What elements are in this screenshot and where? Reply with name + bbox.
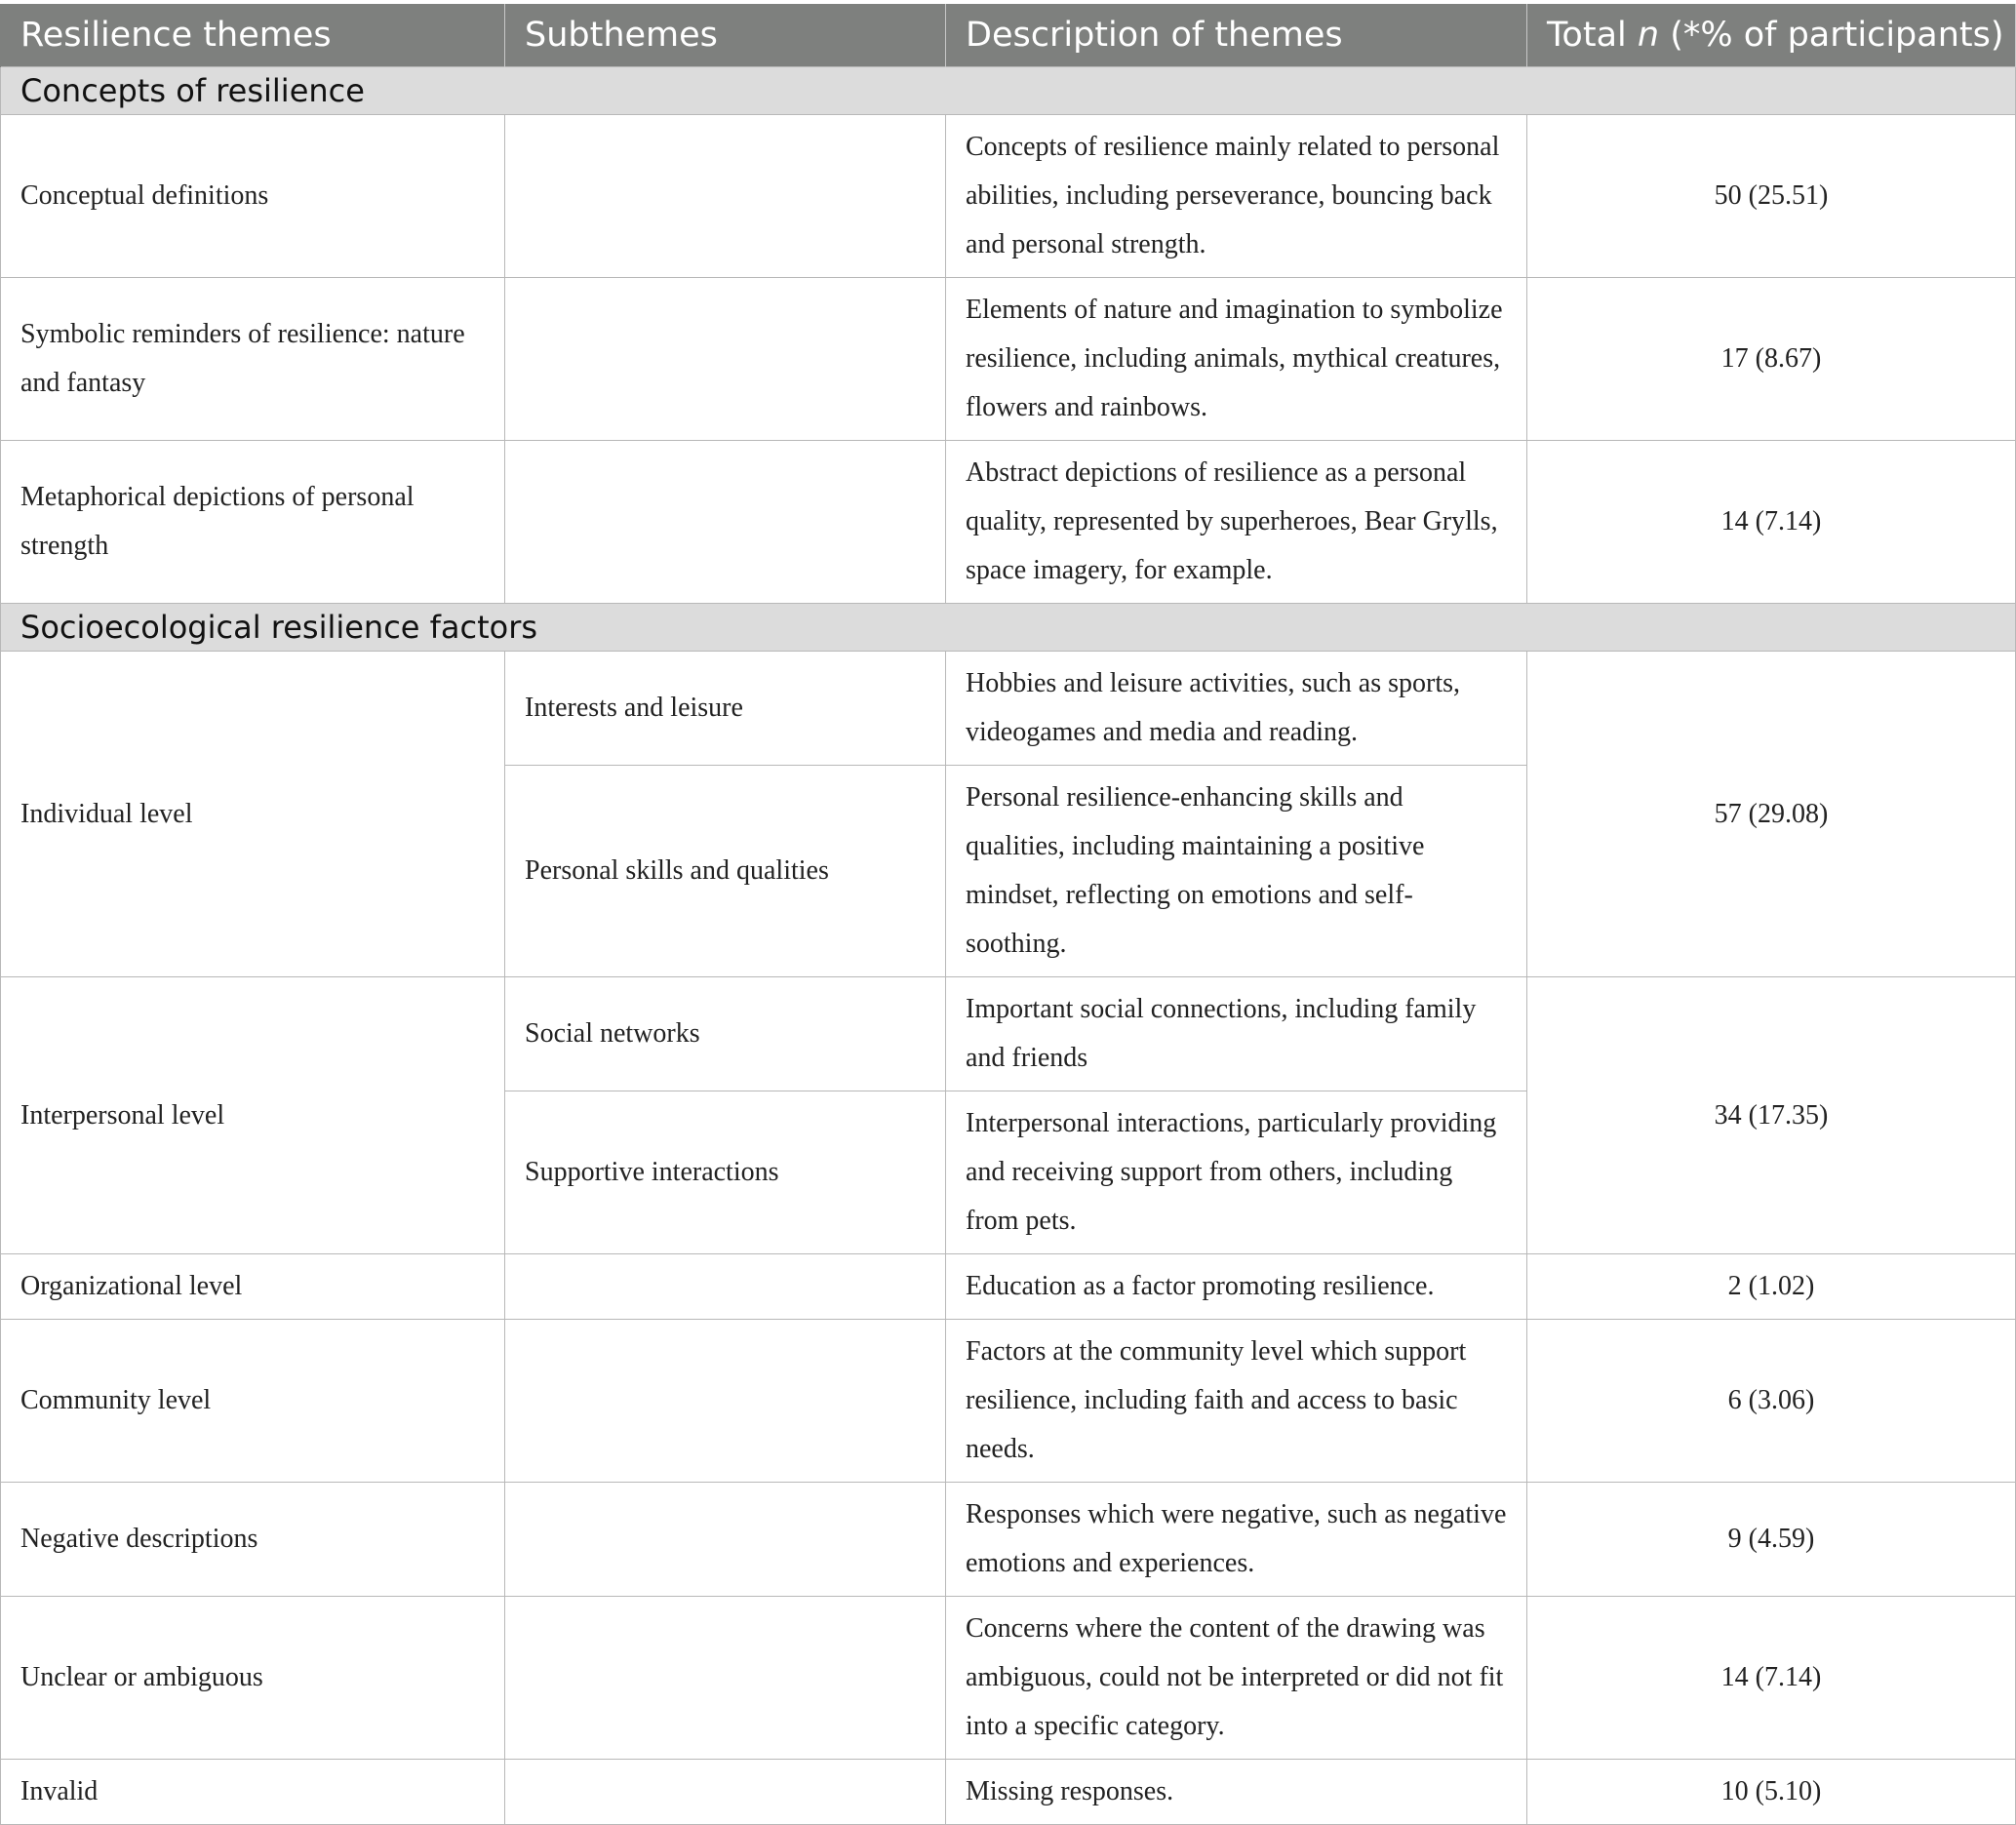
description-cell: Abstract depictions of resilience as a personal quality, represented by superheroes, Bear Grylls, space imagery, for example. xyxy=(946,441,1527,604)
description-cell: Elements of nature and imagination to symbolize resilience, including animals, mythical creatures, flowers and rainbows. xyxy=(946,278,1527,441)
total-cell: 2 (1.02) xyxy=(1527,1254,2016,1320)
section-title-socioecological: Socioecological resilience factors xyxy=(1,604,2016,652)
table-row xyxy=(1,652,2016,766)
subtheme-cell xyxy=(505,278,946,441)
subtheme-cell xyxy=(505,1597,946,1760)
description-cell: Factors at the community level which support resilience, including faith and access to basic needs. xyxy=(946,1320,1527,1483)
section-title-concepts: Concepts of resilience xyxy=(1,67,2016,115)
theme-cell: Unclear or ambiguous xyxy=(1,1597,505,1760)
total-cell: 14 (7.14) xyxy=(1527,1597,2016,1760)
theme-cell: Conceptual definitions xyxy=(1,115,505,278)
section-row-socioecological xyxy=(1,604,2016,652)
theme-cell: Invalid xyxy=(1,1760,505,1825)
table-row xyxy=(1,1254,2016,1320)
header-total-prefix: Total xyxy=(1547,16,1638,55)
table-row xyxy=(1,1597,2016,1760)
subtheme-cell xyxy=(505,115,946,278)
table-row xyxy=(1,977,2016,1091)
table-row xyxy=(1,278,2016,441)
resilience-themes-table xyxy=(0,4,2016,1825)
total-cell: 34 (17.35) xyxy=(1527,977,2016,1254)
description-cell: Important social connections, including family and friends xyxy=(946,977,1527,1091)
section-row-concepts xyxy=(1,67,2016,115)
table-row xyxy=(1,115,2016,278)
header-total-suffix: (*% of participants) xyxy=(1659,16,2004,55)
table-row xyxy=(1,1320,2016,1483)
header-description: Description of themes xyxy=(946,4,1527,67)
header-total xyxy=(1527,4,2016,67)
description-cell: Education as a factor promoting resilience. xyxy=(946,1254,1527,1320)
table-row xyxy=(1,1483,2016,1597)
total-cell: 17 (8.67) xyxy=(1527,278,2016,441)
total-cell: 57 (29.08) xyxy=(1527,652,2016,977)
total-cell: 6 (3.06) xyxy=(1527,1320,2016,1483)
table-row xyxy=(1,1760,2016,1825)
theme-cell: Community level xyxy=(1,1320,505,1483)
total-cell: 10 (5.10) xyxy=(1527,1760,2016,1825)
subtheme-cell: Supportive interactions xyxy=(505,1091,946,1254)
theme-cell: Negative descriptions xyxy=(1,1483,505,1597)
theme-cell: Organizational level xyxy=(1,1254,505,1320)
description-cell: Concepts of resilience mainly related to personal abilities, including perseverance, bouncing back and personal strength. xyxy=(946,115,1527,278)
subtheme-cell xyxy=(505,1320,946,1483)
theme-cell: Interpersonal level xyxy=(1,977,505,1254)
table-container xyxy=(0,4,2015,1825)
description-cell: Concerns where the content of the drawing was ambiguous, could not be interpreted or did not fit into a specific category. xyxy=(946,1597,1527,1760)
header-row xyxy=(1,4,2016,67)
total-cell: 9 (4.59) xyxy=(1527,1483,2016,1597)
description-cell: Interpersonal interactions, particularly providing and receiving support from others, including from pets. xyxy=(946,1091,1527,1254)
theme-cell: Metaphorical depictions of personal strength xyxy=(1,441,505,604)
subtheme-cell xyxy=(505,1760,946,1825)
description-cell: Missing responses. xyxy=(946,1760,1527,1825)
description-cell: Hobbies and leisure activities, such as sports, videogames and media and reading. xyxy=(946,652,1527,766)
total-cell: 14 (7.14) xyxy=(1527,441,2016,604)
description-cell: Responses which were negative, such as negative emotions and experiences. xyxy=(946,1483,1527,1597)
subtheme-cell xyxy=(505,1254,946,1320)
table-row xyxy=(1,441,2016,604)
header-total-n: n xyxy=(1637,16,1660,55)
subtheme-cell: Interests and leisure xyxy=(505,652,946,766)
header-subthemes: Subthemes xyxy=(505,4,946,67)
theme-cell: Symbolic reminders of resilience: nature and fantasy xyxy=(1,278,505,441)
subtheme-cell xyxy=(505,1483,946,1597)
subtheme-cell xyxy=(505,441,946,604)
total-cell: 50 (25.51) xyxy=(1527,115,2016,278)
theme-cell: Individual level xyxy=(1,652,505,977)
header-resilience-themes: Resilience themes xyxy=(1,4,505,67)
subtheme-cell: Social networks xyxy=(505,977,946,1091)
description-cell: Personal resilience-enhancing skills and qualities, including maintaining a positive mindset, reflecting on emotions and self-soothing. xyxy=(946,766,1527,977)
subtheme-cell: Personal skills and qualities xyxy=(505,766,946,977)
